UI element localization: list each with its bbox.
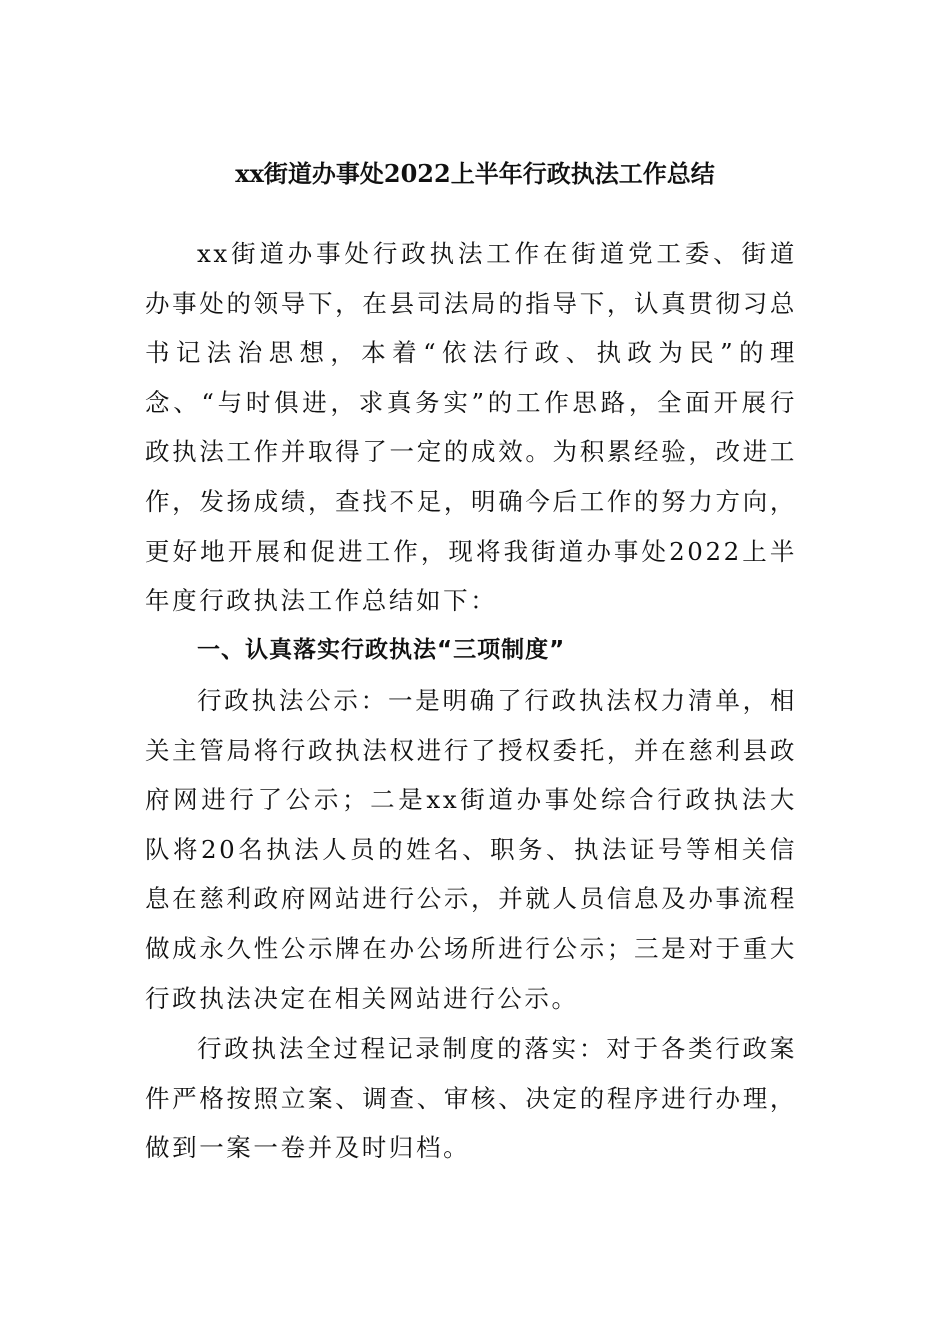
document-title: xx街道办事处2022上半年行政执法工作总结 bbox=[235, 159, 715, 188]
enforcement-publicity-paragraph: 行政执法公示：一是明确了行政执法权力清单，相关主管局将行政执法权进行了授权委托，并在慈利县政府网进行了公示；二是xx街道办事处综合行政执法大队将20名执法人员的姓名、职务、执法证号等相关信息在慈利政府网站进行公示，并就人员信息及办事流程做成永久性公示牌在办公场所进行公示；三是对于重大行政执法决定在相关网站进行公示。 bbox=[145, 686, 797, 1013]
section-heading: 一、认真落实行政执法“三项制度” bbox=[197, 637, 566, 663]
intro-paragraph: xx街道办事处行政执法工作在街道党工委、街道办事处的领导下，在县司法局的指导下，认真贯彻习总书记法治思想，本着“依法行政、执政为民”的理念、“与时俱进，求真务实”的工作思路，全面开展行政执法工作并取得了一定的成效。为积累经验，改进工作，发扬成绩，查找不足，明确今后工作的努力方向，更好地开展和促进工作，现将我街道办事处2022上半年度行政执法工作总结如下： bbox=[145, 239, 797, 616]
full-process-record-paragraph: 行政执法全过程记录制度的落实：对于各类行政案件严格按照立案、调查、审核、决定的程序进行办理，做到一案一卷并及时归档。 bbox=[145, 1034, 797, 1163]
